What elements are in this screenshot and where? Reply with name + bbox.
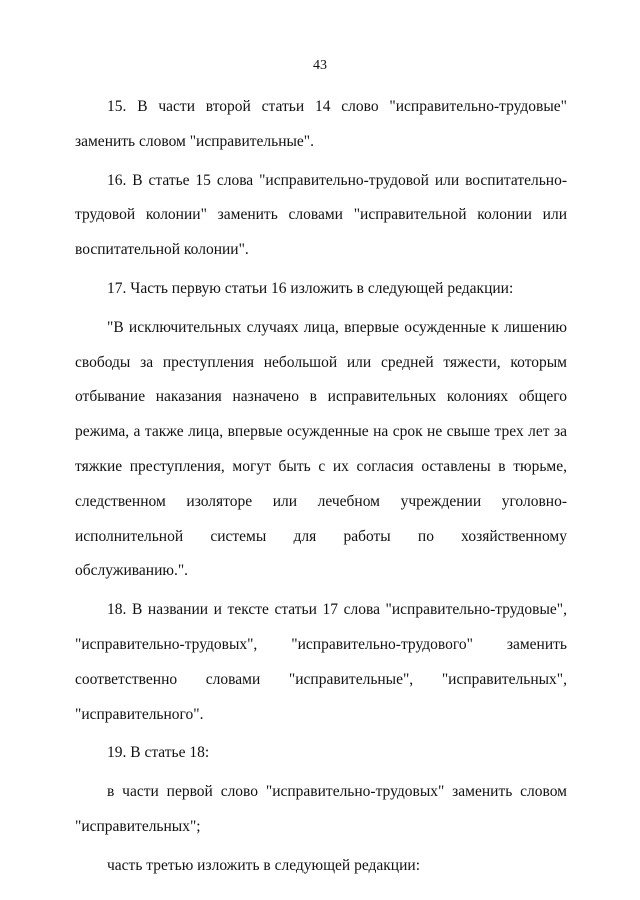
paragraph-18: 18. В названии и тексте статьи 17 слова "исправительно-трудовые", "исправительно-трудовых", "исправительно-трудового" заменить соответственно словами "исправительные", "исправительных", "исправительного". xyxy=(75,601,567,723)
paragraph-19-part-3: часть третью изложить в следующей редакции: xyxy=(107,856,420,874)
paragraph-16: 16. В статье 15 слова "исправительно-трудовой или воспитательно-трудовой колонии" заменить словами "исправительной колонии или воспитательной колонии". xyxy=(75,171,567,259)
paragraph-17-quote: "В исключительных случаях лица, впервые осужденные к лишению свободы за преступления небольшой или средней тяжести, которым отбывание наказания назначено в исправительных колониях общего режима, а также лица, впервые осужденные на срок не свыше трех лет за тяжкие преступления, могут быть с их согласия оставлены в тюрьме, следственном изоляторе или лечебном учреждении уголовно-исполнительной системы для работы по хозяйственному обслуживанию.". xyxy=(75,318,567,580)
paragraph-19-part-1: в части первой слово "исправительно-трудовых" заменить словом "исправительных"; xyxy=(75,783,567,835)
page-number: 43 xyxy=(313,58,327,73)
document-body xyxy=(75,90,567,884)
paragraph-19: 19. В статье 18: xyxy=(107,744,210,762)
paragraph-15: 15. В части второй статьи 14 слово "исправительно-трудовые" заменить словом "исправительные". xyxy=(75,98,567,150)
paragraph-17: 17. Часть первую статьи 16 изложить в следующей редакции: xyxy=(107,279,514,297)
